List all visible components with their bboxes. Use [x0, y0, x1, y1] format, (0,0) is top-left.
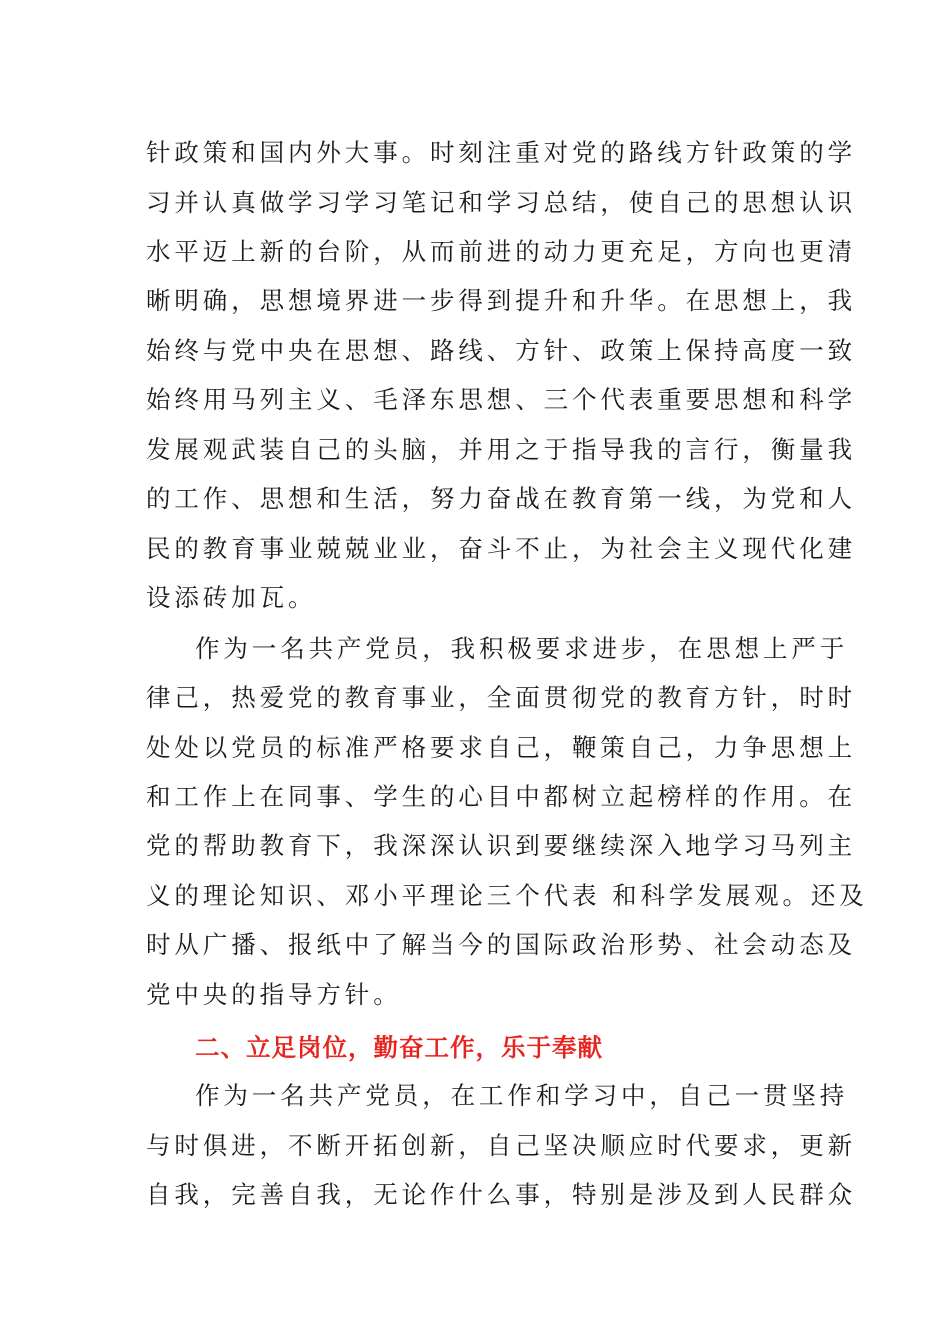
paragraph-1-line-2: 习并认真做学习学习笔记和学习总结，使自己的思想认识 — [146, 188, 856, 217]
paragraph-1-line-3: 水平迈上新的台阶，从而前进的动力更充足，方向也更清 — [146, 237, 856, 266]
paragraph-2-line-5: 党的帮助教育下，我深深认识到要继续深入地学习马列主 — [146, 831, 856, 860]
paragraph-1-line-10: 设添砖加瓦。 — [146, 583, 317, 612]
paragraph-2-line-4: 和工作上在同事、学生的心目中都树立起榜样的作用。在 — [146, 782, 856, 811]
paragraph-1-line-7: 发展观武装自己的头脑，并用之于指导我的言行，衡量我 — [146, 435, 856, 464]
paragraph-2-line-8: 党中央的指导方针。 — [146, 980, 402, 1009]
paragraph-2-line-7: 时从广播、报纸中了解当今的国际政治形势、社会动态及 — [146, 930, 856, 959]
paragraph-2-line-6: 义的理论知识、邓小平理论三个代表 和科学发展观。还及 — [146, 881, 868, 910]
section-heading: 二、立足岗位，勤奋工作，乐于奉献 — [195, 1033, 603, 1062]
paragraph-2-line-1: 作为一名共产党员，我积极要求进步，在思想上严于 — [195, 634, 849, 663]
paragraph-2-line-3: 处处以党员的标准严格要求自己，鞭策自己，力争思想上 — [146, 733, 856, 762]
paragraph-1-line-9: 民的教育事业兢兢业业，奋斗不止，为社会主义现代化建 — [146, 534, 856, 563]
paragraph-1-line-4: 晰明确，思想境界进一步得到提升和升华。在思想上，我 — [146, 286, 856, 315]
paragraph-1-line-8: 的工作、思想和生活，努力奋战在教育第一线，为党和人 — [146, 484, 856, 513]
paragraph-3-line-2: 与时俱进，不断开拓创新，自己坚决顺应时代要求，更新 — [146, 1131, 856, 1160]
paragraph-1-line-6: 始终用马列主义、毛泽东思想、三个代表重要思想和科学 — [146, 385, 856, 414]
paragraph-1-line-5: 始终与党中央在思想、路线、方针、政策上保持高度一致 — [146, 336, 856, 365]
paragraph-3-line-1: 作为一名共产党员，在工作和学习中，自己一贯坚持 — [195, 1081, 849, 1110]
paragraph-3-line-3: 自我，完善自我，无论作什么事，特别是涉及到人民群众 — [146, 1180, 856, 1209]
paragraph-1-line-1: 针政策和国内外大事。时刻注重对党的路线方针政策的学 — [146, 138, 856, 167]
paragraph-2-line-2: 律己，热爱党的教育事业，全面贯彻党的教育方针，时时 — [146, 683, 856, 712]
